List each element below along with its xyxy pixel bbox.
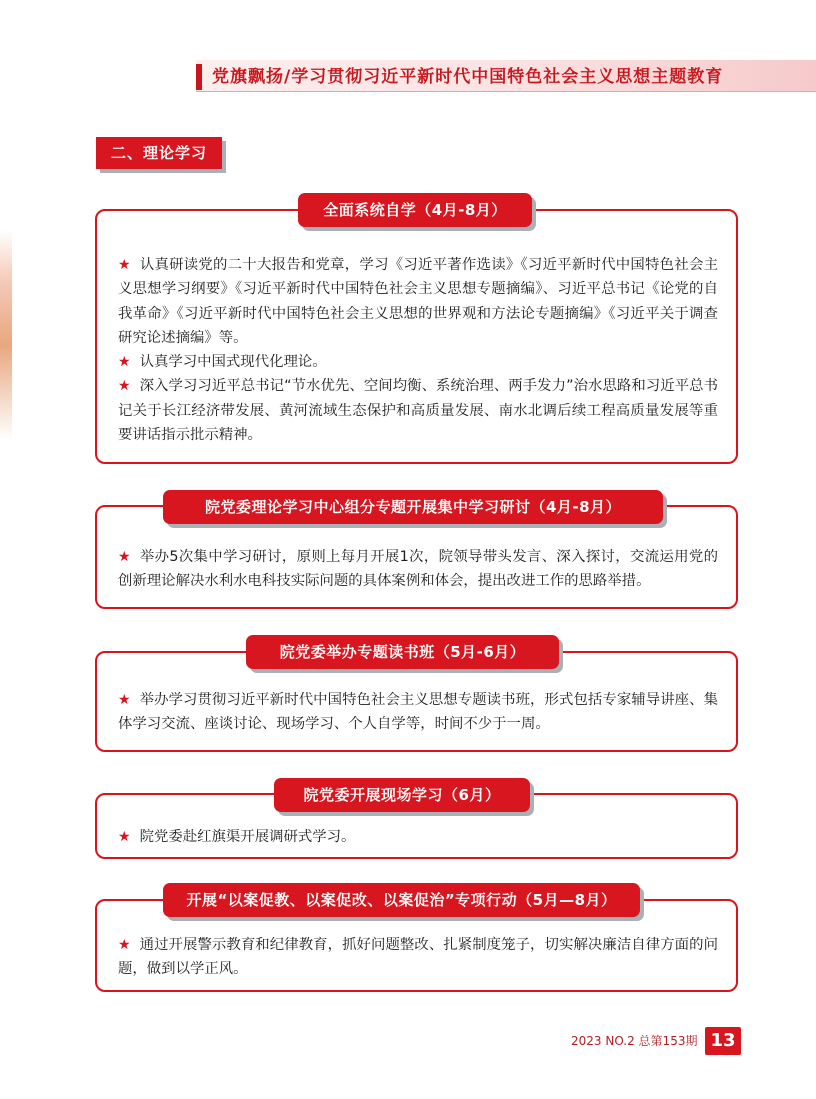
- box-title-field-study: 院党委开展现场学习（6月）: [274, 778, 530, 812]
- list-item: ★ 认真研读党的二十大报告和党章，学习《习近平著作选读》《习近平新时代中国特色社会主义思想学习纲要》《习近平新时代中国特色社会主义思想专题摘编》、习近平总书记《论党的自我革命》《习近平新时代中国特色社会主义思想的世界观和方法论专题摘编》《习近平关于调查研究论述摘编》等。: [118, 257, 718, 346]
- issue-info: 2023 NO.2 总第153期: [571, 1034, 698, 1048]
- box-title-case-action: 开展“以案促教、以案促改、以案促治”专项行动（5月—8月）: [163, 883, 640, 917]
- box-title-group-study: 院党委理论学习中心组分专题开展集中学习研讨（4月-8月）: [163, 490, 663, 524]
- list-item: ★ 认真学习中国式现代化理论。: [118, 354, 327, 371]
- star-icon: ★: [118, 378, 131, 395]
- list-item: ★ 举办5次集中学习研讨，原则上每月开展1次，院领导带头发言、深入探讨，交流运用党的创新理论解决水利水电科技实际问题的具体案例和体会，提出改进工作的思路举措。: [118, 549, 718, 590]
- star-icon: ★: [118, 829, 131, 845]
- item-list: [118, 253, 718, 447]
- star-icon: ★: [118, 549, 131, 565]
- list-item: ★ 通过开展警示教育和纪律教育，抓好问题整改、扎紧制度笼子，切实解决廉洁自律方面的问题，做到以学正风。: [118, 937, 718, 978]
- header-title: 党旗飘扬/学习贯彻习近平新时代中国特色社会主义思想主题教育: [212, 67, 724, 87]
- star-icon: ★: [118, 937, 131, 953]
- item-list: [118, 933, 718, 982]
- box-title-reading-class: 院党委举办专题读书班（5月-6月）: [246, 635, 559, 669]
- header-accent-mark: [196, 64, 202, 90]
- star-icon: ★: [118, 257, 131, 273]
- section-title: 二、理论学习: [96, 137, 222, 169]
- star-icon: ★: [118, 692, 131, 708]
- box-title-self-study: 全面系统自学（4月-8月）: [298, 193, 532, 227]
- list-item: ★ 深入学习习近平总书记“节水优先、空间均衡、系统治理、两手发力”治水思路和习近平总书记关于长江经济带发展、黄河流域生态保护和高质量发展、南水北调后续工程高质量发展等重要讲话指示批示精神。: [118, 378, 718, 444]
- star-icon: ★: [118, 354, 131, 371]
- item-list: [118, 825, 718, 849]
- list-item: ★ 举办学习贯彻习近平新时代中国特色社会主义思想专题读书班，形式包括专家辅导讲座、集体学习交流、座谈讨论、现场学习、个人自学等，时间不少于一周。: [118, 692, 718, 733]
- list-item: ★ 院党委赴红旗渠开展调研式学习。: [118, 829, 356, 845]
- left-decor-strip: [0, 230, 12, 440]
- item-list: [118, 688, 718, 737]
- page-number: 13: [705, 1027, 741, 1055]
- item-list: [118, 545, 718, 594]
